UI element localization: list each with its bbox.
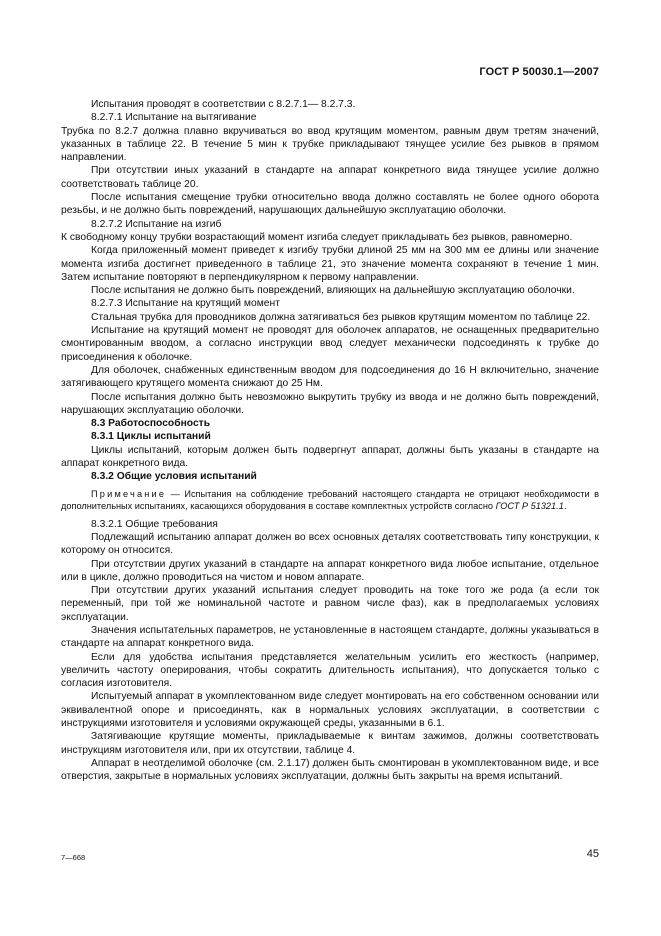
- print-mark: 7—668: [61, 853, 86, 862]
- body-paragraph: После испытания смещение трубки относительно ввода должно составлять не более одного оборота резьбы, и не должно быть повреждений, нарушающих дальнейшую эксплуатацию оболочки.: [61, 192, 599, 217]
- body-paragraph: Стальная трубка для проводников должна затягиваться без рывков крутящим моментом по таблице 22.: [91, 311, 591, 323]
- body-paragraph: К свободному концу трубки возрастающий момент изгиба следует прикладывать без рывков, равномерно.: [61, 231, 573, 243]
- body-paragraph: При отсутствии иных указаний в стандарте на аппарат конкретного вида тянущее усилие должно соответствовать таблице 20.: [61, 165, 599, 190]
- page-body: [61, 98, 599, 784]
- intro-paragraph: Испытания проводят в соответствии с 8.2.7.1— 8.2.7.3.: [91, 99, 356, 110]
- body-paragraph: Затягивающие крутящие моменты, прикладываемые к винтам зажимов, должны соответствовать инструкциям изготовителя или, при их отсутствии, таблице 4.: [61, 731, 599, 756]
- body-paragraph: Циклы испытаний, которым должен быть подвергнут аппарат, должны быть указаны в стандарте на аппарат конкретного вида.: [61, 444, 599, 470]
- section-heading-8-3-2: 8.3.2 Общие условия испытаний: [91, 471, 257, 483]
- section-heading-8-3-2-1: 8.3.2.1 Общие требования: [91, 518, 218, 530]
- section-heading-8-2-7-3: 8.2.7.3 Испытание на крутящий момент: [91, 298, 280, 310]
- body-paragraph: Подлежащий испытанию аппарат должен во всех основных деталях соответствовать типу конструкции, к которому он относится.: [61, 531, 599, 557]
- note-paragraph: [61, 488, 599, 512]
- note-label: Примечание: [91, 488, 167, 499]
- body-paragraph: Аппарат в неотделимой оболочке (см. 2.1.17) должен быть смонтирован в укомплектованном виде, и все отверстия, закрытые в нормальных условиях эксплуатации, должны быть закрыты на время испытаний.: [61, 757, 599, 783]
- body-paragraph: Для оболочек, снабженных единственным вводом для подсоединения до 16 Н включительно, значение затягивающего крутящего момента снижают до 25 Нм.: [61, 364, 599, 390]
- body-paragraph: Испытуемый аппарат в укомплектованном виде следует монтировать на его собственном основании или эквивалентной опоре и присоединять, как в нормальных условиях эксплуатации, в соответствии с инструкциями изготовителя и условиями окружающей среды, указанными в 6.1.: [61, 691, 599, 730]
- body-paragraph: При отсутствии других указаний испытания следует проводить на токе того же рода (а если ток переменный, при той же номинальной частоте и равном числе фаз), как в предполагаемых условиях эксплуатации.: [61, 585, 599, 623]
- section-heading-8-3-1: 8.3.1 Циклы испытаний: [91, 431, 211, 443]
- note-reference: ГОСТ Р 51321.1: [495, 500, 564, 511]
- note-text: — Испытания на соблюдение требований настоящего стандарта не отрицают необходимости в дополнительных испытаниях, касающихся оборудования в составе комплектных устройств согласно: [61, 488, 599, 511]
- body-paragraph: Когда приложенный момент приведет к изгибу трубки длиной 25 мм на 300 мм ее длины или значение момента изгиба достигнет приведенного в таблице 21, это значение момента сохраняют в течение 1 мин. Затем испытание повторяют в перпендикулярном к первому направлении.: [61, 245, 599, 283]
- section-heading-8-2-7-1: 8.2.7.1 Испытание на вытягивание: [91, 112, 257, 124]
- page-number: 45: [586, 848, 599, 860]
- body-paragraph: Если для удобства испытания представляется желательным усилить его жесткость (например, увеличить частоту оперирования, чтобы сократить длительность испытания), что допускается только с согласия изготовителя.: [61, 651, 599, 690]
- section-heading-8-3: 8.3 Работоспособность: [91, 418, 211, 430]
- note-end: .: [563, 500, 567, 511]
- section-heading-8-2-7-2: 8.2.7.2 Испытание на изгиб: [91, 218, 222, 230]
- body-paragraph: После испытания должно быть невозможно выкрутить трубку из ввода и не должно быть повреждений, нарушающих эксплуатацию оболочки.: [61, 391, 599, 416]
- body-paragraph: При отсутствии других указаний в стандарте на аппарат конкретного вида любое испытание, отдельное или в цикле, должно проводиться на чистом и новом аппарате.: [61, 558, 599, 583]
- body-paragraph: После испытания не должно быть повреждений, влияющих на дальнейшую эксплуатацию оболочки.: [91, 285, 575, 297]
- standard-code: ГОСТ Р 50030.1—2007: [479, 66, 599, 78]
- body-paragraph: Значения испытательных параметров, не установленные в настоящем стандарте, должны указываться в стандарте на аппарат конкретного вида.: [61, 624, 599, 650]
- body-paragraph: Испытание на крутящий момент не проводят для оболочек аппаратов, не оснащенных предварительно смонтированным вводом, а согласно инструкции ввод следует механически подсоединять к трубке до присоединения к оболочке.: [61, 325, 599, 363]
- body-paragraph: Трубка по 8.2.7 должна плавно вкручиваться во ввод крутящим моментом, равным двум третям значений, указанных в таблице 22. В течение 5 мин к трубке прикладывают тянущее усилие без рывков в прямом направлении.: [61, 125, 599, 164]
